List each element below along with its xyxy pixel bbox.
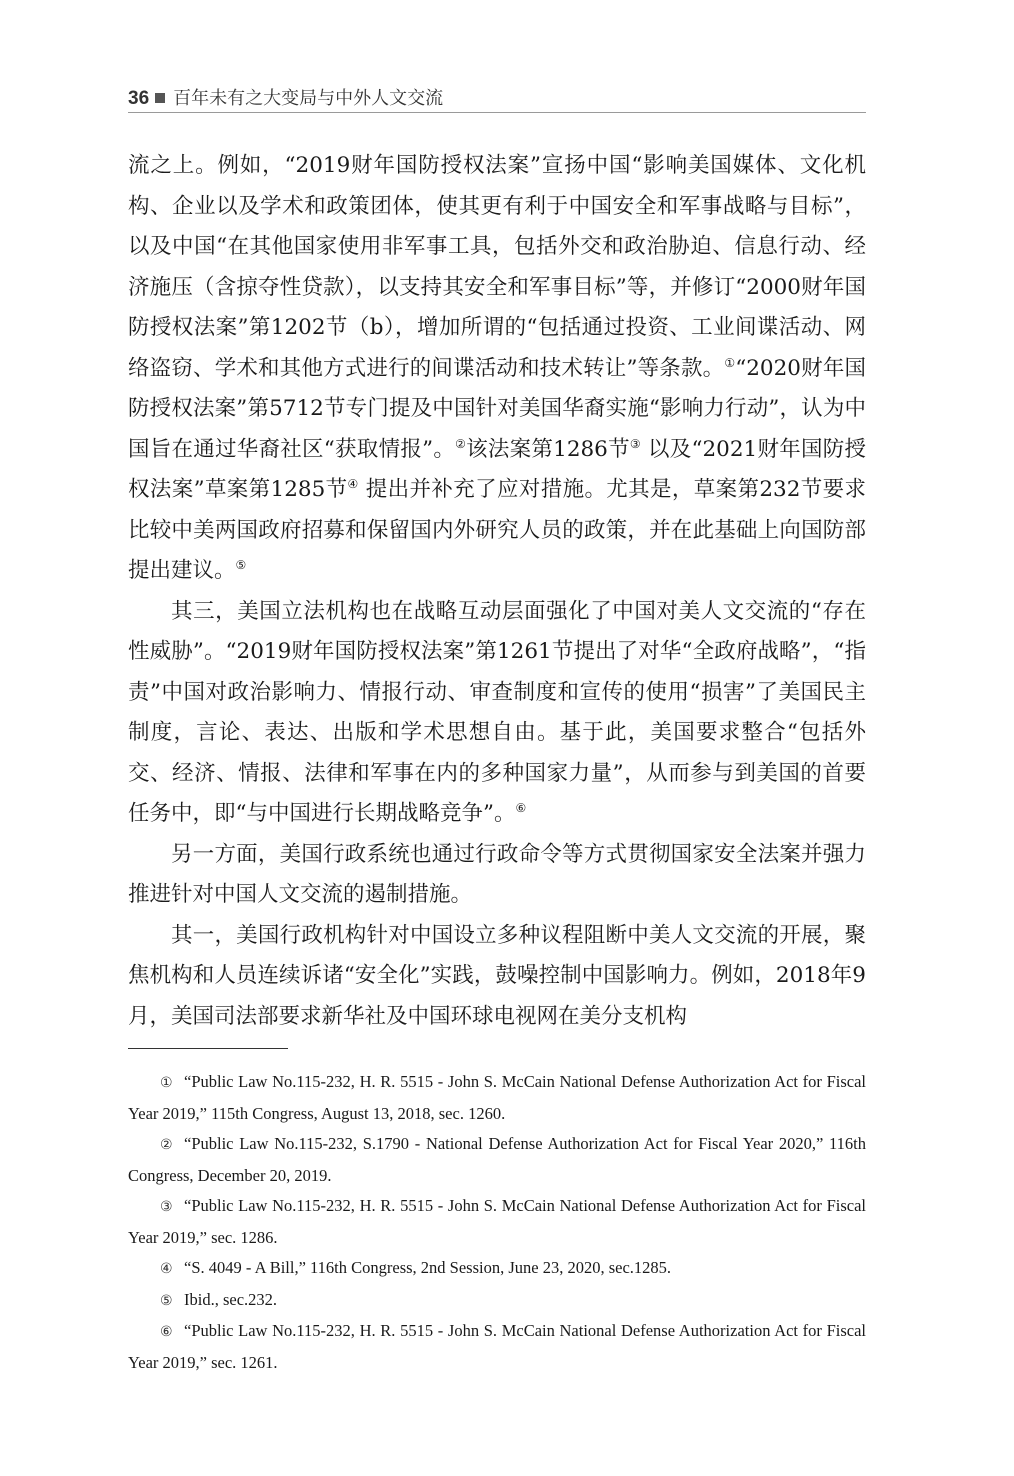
footnote-text: “Public Law No.115-232, S.1790 - National Defense Authorization Act for Fiscal Year 2020,” 116th Congress, December 20, 2019. bbox=[128, 1134, 866, 1185]
footnote-text: “Public Law No.115-232, H. R. 5515 - John S. McCain National Defense Authorization Act for Fiscal Year 2019,” 115th Congress, August 13, 2018, sec. 1260. bbox=[128, 1072, 866, 1123]
paragraph-1-part-d: 以及“2021财年国防授权法案”草案第1285节 bbox=[128, 436, 866, 502]
paragraph-2-text: 其三，美国立法机构也在战略互动层面强化了中国对美人文交流的“存在性威胁”。“2019财年国防授权法案”第1261节提出了对华“全政府战略”，“指责”中国对政治影响力、情报行动、审查制度和宣传的使用“损害”了美国民主制度，言论、表达、出版和学术思想自由。基于此，美国要求整合“包括外交、经济、情报、法律和军事在内的多种国家力量”，从而参与到美国的首要任务中，即“与中国进行长期战略竞争”。 bbox=[128, 598, 866, 826]
footnote-mark: ④ bbox=[160, 1261, 173, 1277]
footnote-1 bbox=[128, 1067, 866, 1129]
paragraph-1-part-a: 流之上。例如，“2019财年国防授权法案”宣扬中国“影响美国媒体、文化机构、企业以及学术和政策团体，使其更有利于中国安全和军事战略与目标”，以及中国“在其他国家使用非军事工具，包括外交和政治胁迫、信息行动、经济施压（含掠夺性贷款），以支持其安全和军事目标”等，并修订“2000财年国防授权法案”第1202节（b），增加所谓的“包括通过投资、工业间谍活动、网络盗窃、学术和其他方式进行的间谍活动和技术转让”等条款。 bbox=[128, 153, 866, 381]
header-rule bbox=[128, 112, 866, 113]
footnote-2 bbox=[128, 1129, 866, 1191]
footnote-ref-6[interactable]: ⑥ bbox=[515, 800, 527, 815]
footnote-mark: ③ bbox=[160, 1199, 173, 1215]
book-title: 百年未有之大变局与中外人文交流 bbox=[173, 88, 444, 109]
running-header bbox=[128, 84, 866, 114]
square-bullet-icon bbox=[155, 93, 165, 103]
footnote-6 bbox=[128, 1316, 866, 1378]
footnote-rule bbox=[128, 1048, 288, 1049]
footnote-text: “Public Law No.115-232, H. R. 5515 - John S. McCain National Defense Authorization Act for Fiscal Year 2019,” sec. 1261. bbox=[128, 1321, 866, 1372]
footnote-ref-2[interactable]: ② bbox=[455, 436, 467, 451]
body-text bbox=[128, 146, 866, 1037]
footnote-mark: ⑥ bbox=[160, 1324, 173, 1340]
footnote-5 bbox=[128, 1285, 866, 1317]
page-number: 36 bbox=[128, 88, 150, 109]
footnote-text: “S. 4049 - A Bill,” 116th Congress, 2nd Session, June 23, 2020, sec.1285. bbox=[184, 1258, 672, 1277]
footnote-mark: ② bbox=[160, 1137, 173, 1153]
footnote-ref-5[interactable]: ⑤ bbox=[235, 557, 247, 572]
footnote-ref-1[interactable]: ① bbox=[724, 355, 736, 370]
footnote-mark: ① bbox=[160, 1075, 173, 1091]
paragraph-1 bbox=[128, 146, 866, 592]
footnote-3 bbox=[128, 1191, 866, 1253]
paragraph-3: 另一方面，美国行政系统也通过行政命令等方式贯彻国家安全法案并强力推进针对中国人文交流的遏制措施。 bbox=[128, 841, 866, 907]
paragraph-1-part-e: 提出并补充了应对措施。尤其是，草案第232节要求比较中美两国政府招募和保留国内外研究人员的政策，并在此基础上向国防部提出建议。 bbox=[128, 477, 866, 583]
footnote-mark: ⑤ bbox=[160, 1292, 173, 1309]
footnote-ref-3[interactable]: ③ bbox=[629, 436, 641, 451]
footnote-text: “Public Law No.115-232, H. R. 5515 - John S. McCain National Defense Authorization Act for Fiscal Year 2019,” sec. 1286. bbox=[128, 1196, 866, 1247]
paragraph-1-part-b: “2020财年国防授权法案”第5712节专门提及中国针对美国华裔实施“影响力行动”，认为中国旨在通过华裔社区“获取情报”。 bbox=[128, 355, 866, 462]
footnote-4 bbox=[128, 1253, 866, 1285]
footnote-ref-4[interactable]: ④ bbox=[347, 476, 359, 491]
footnote-text: Ibid., sec.232. bbox=[184, 1289, 278, 1309]
paragraph-1-part-c: 该法案第1286节 bbox=[466, 436, 630, 462]
paragraph-4: 其一，美国行政机构针对中国设立多种议程阻断中美人文交流的开展，聚焦机构和人员连续诉诸“安全化”实践，鼓噪控制中国影响力。例如，2018年9月，美国司法部要求新华社及中国环球电视网在美分支机构 bbox=[128, 922, 866, 1029]
paragraph-2 bbox=[128, 592, 866, 835]
footnotes bbox=[128, 1067, 866, 1378]
